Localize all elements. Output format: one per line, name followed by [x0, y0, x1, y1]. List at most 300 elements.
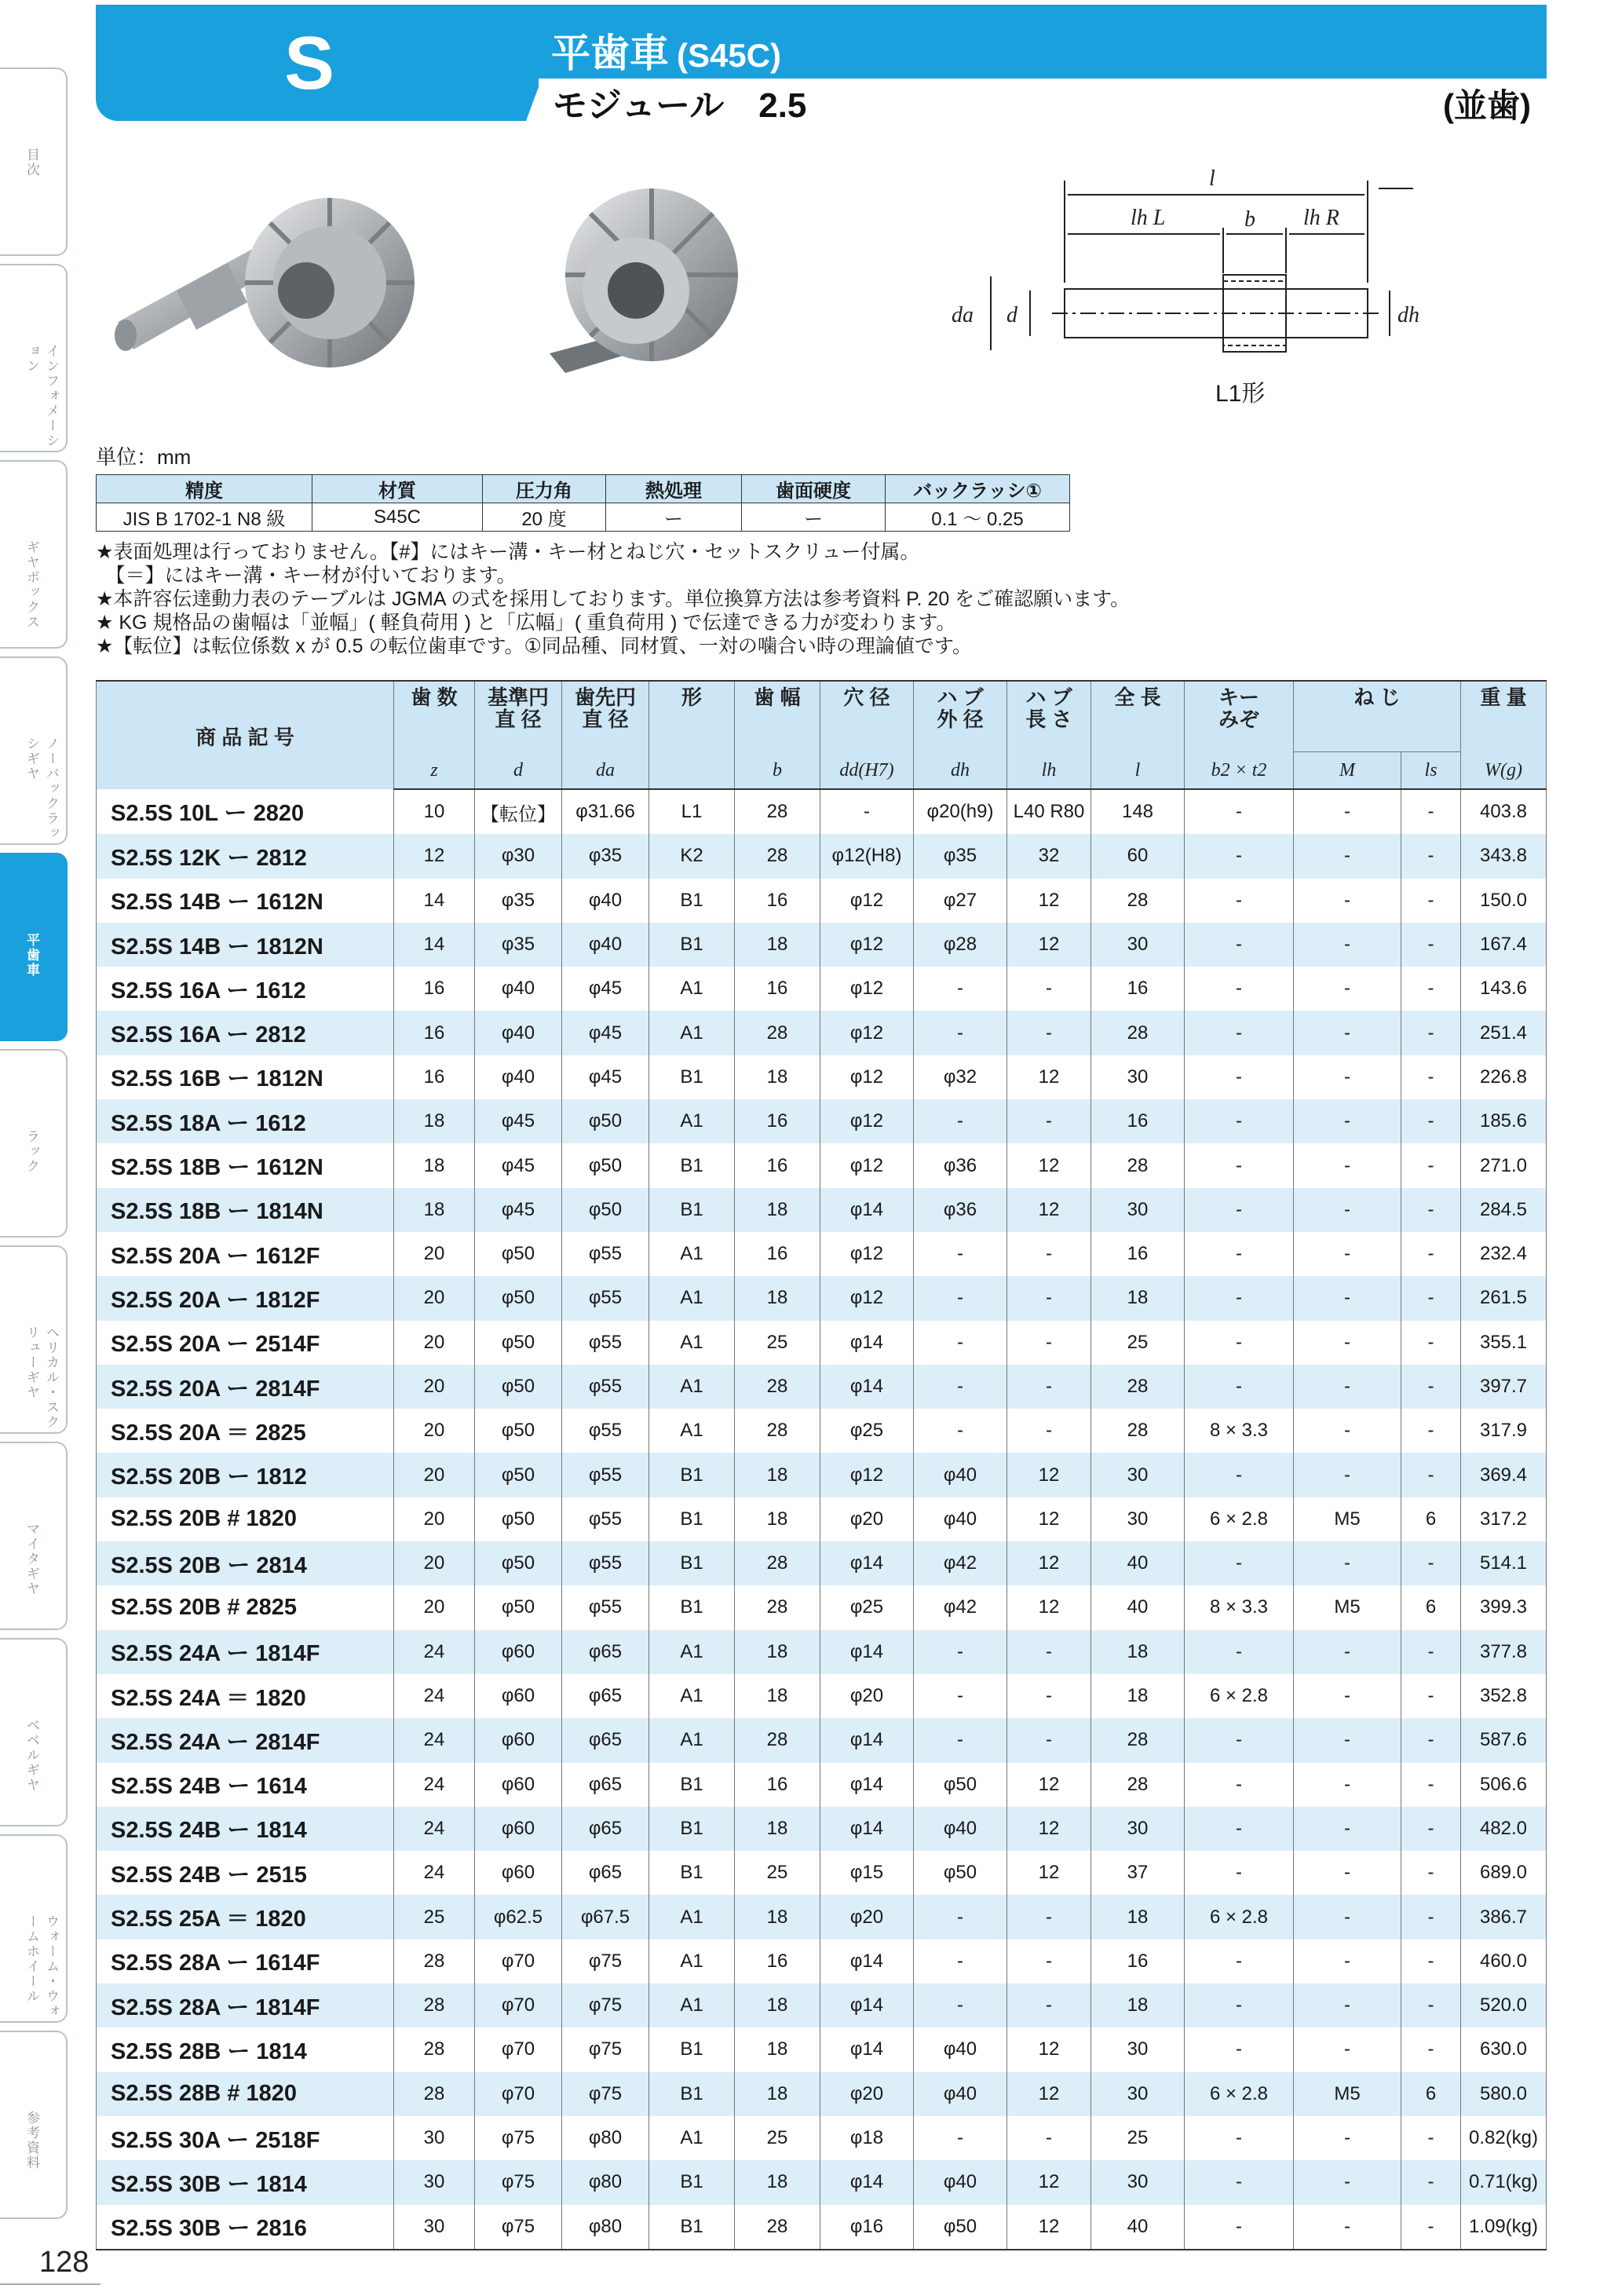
table-cell: 343.8 [1461, 834, 1547, 878]
table-row [97, 1409, 1547, 1453]
page-number: 128 [39, 2246, 90, 2279]
table-cell: 12 [1007, 1188, 1091, 1232]
table-cell: φ50 [475, 1585, 562, 1629]
label-lh-right: lh R [1303, 206, 1339, 230]
table-cell: 18 [735, 1055, 820, 1099]
table-cell: - [1294, 1807, 1401, 1851]
table-cell: - [1401, 789, 1461, 834]
product-code: S2.5S 18B ー 1612N [97, 1143, 394, 1187]
table-cell: φ14 [820, 2027, 914, 2071]
table-cell: 18 [735, 1188, 820, 1232]
table-cell: φ36 [914, 1188, 1007, 1232]
table-cell: - [1401, 1851, 1461, 1895]
table-cell: 30 [1091, 1453, 1185, 1497]
table-cell: M5 [1294, 1585, 1401, 1629]
table-cell: 386.7 [1461, 1895, 1547, 1939]
product-code: S2.5S 28B ー 1814 [97, 2027, 394, 2071]
table-cell: 25 [1091, 1321, 1185, 1365]
table-cell: φ50 [562, 1143, 649, 1187]
table-row [97, 1763, 1547, 1807]
col-code: 商 品 記 号 [97, 681, 394, 789]
table-cell: - [1007, 967, 1091, 1011]
product-code: S2.5S 30A ー 2518F [97, 2116, 394, 2160]
table-cell: φ50 [475, 1497, 562, 1541]
table-cell: 520.0 [1461, 1983, 1547, 2027]
table-row [97, 1541, 1547, 1585]
sidebar-tab-7[interactable] [0, 1442, 68, 1630]
sidebar-tab-label: ウォーム・ウォームホイール [24, 1914, 59, 2019]
sidebar-tab-9[interactable] [0, 1834, 68, 2023]
table-cell: 28 [735, 1011, 820, 1055]
table-cell: φ65 [562, 1763, 649, 1807]
table-cell: 397.7 [1461, 1365, 1547, 1409]
table-cell: - [1294, 1630, 1401, 1674]
table-cell: 20 [394, 1232, 475, 1276]
table-cell: φ75 [562, 1983, 649, 2027]
product-code: S2.5S 24B ー 1614 [97, 1763, 394, 1807]
sidebar-tab-10[interactable] [0, 2031, 68, 2219]
label-b: b [1244, 207, 1255, 232]
table-cell: 12 [1007, 879, 1091, 923]
table-cell: 6 × 2.8 [1185, 1497, 1294, 1541]
table-cell: 28 [735, 1718, 820, 1762]
table-cell: φ40 [475, 1055, 562, 1099]
table-cell: φ50 [475, 1276, 562, 1320]
table-cell: K2 [649, 834, 735, 878]
table-cell: 30 [394, 2205, 475, 2250]
table-cell: 12 [1007, 2160, 1091, 2204]
table-cell: 24 [394, 1630, 475, 1674]
table-cell: 403.8 [1461, 789, 1547, 834]
table-cell: φ50 [914, 1763, 1007, 1807]
table-cell: φ15 [820, 1851, 914, 1895]
product-code: S2.5S 16A ー 1612 [97, 967, 394, 1011]
table-cell: - [1185, 1321, 1294, 1365]
sidebar-tab-label: マイタギヤ [24, 1522, 39, 1596]
table-row [97, 1321, 1547, 1365]
table-cell: - [1185, 1630, 1294, 1674]
table-cell: 18 [735, 1895, 820, 1939]
note-line: ★ KG 規格品の歯幅は「並幅」( 軽負荷用 ) と「広幅」( 重負荷用 ) で伝達できる力が変わります。 [96, 612, 956, 634]
product-code: S2.5S 12K ー 2812 [97, 834, 394, 878]
spec-header: 材質 [312, 475, 483, 503]
table-cell: φ16 [820, 2205, 914, 2250]
table-cell: 18 [735, 2027, 820, 2071]
table-row [97, 1143, 1547, 1187]
table-row [97, 789, 1547, 834]
table-cell: A1 [649, 1983, 735, 2027]
table-cell: - [1401, 1895, 1461, 1939]
table-cell: φ75 [475, 2116, 562, 2160]
table-cell: - [1294, 967, 1401, 1011]
product-code: S2.5S 28B # 1820 [97, 2072, 394, 2116]
sidebar-tab-6[interactable] [0, 1245, 68, 1434]
table-cell: - [1294, 1099, 1401, 1143]
table-cell: - [1401, 1011, 1461, 1055]
table-cell: 317.9 [1461, 1409, 1547, 1453]
table-cell: 284.5 [1461, 1188, 1547, 1232]
table-cell: - [914, 1895, 1007, 1939]
table-cell: 【転位】 [475, 789, 562, 834]
table-cell: A1 [649, 967, 735, 1011]
table-cell: 28 [735, 1585, 820, 1629]
table-cell: φ12 [820, 879, 914, 923]
table-row [97, 1276, 1547, 1320]
table-cell: 16 [735, 1143, 820, 1187]
table-cell: φ50 [475, 1321, 562, 1365]
product-code: S2.5S 20B ー 2814 [97, 1541, 394, 1585]
table-cell: - [1294, 789, 1401, 834]
table-cell: 28 [735, 2205, 820, 2250]
sym-b: b [735, 752, 820, 790]
table-cell: φ55 [562, 1276, 649, 1320]
table-cell: - [914, 1409, 1007, 1453]
product-code: S2.5S 20A ＝ 2825 [97, 1409, 394, 1453]
table-cell: φ14 [820, 1630, 914, 1674]
table-cell: φ60 [475, 1674, 562, 1718]
sidebar-tab-1[interactable] [0, 264, 68, 452]
table-cell: 630.0 [1461, 2027, 1547, 2071]
sidebar-tab-label: ノーバックラッシギヤ [24, 737, 59, 841]
table-cell: - [1294, 1321, 1401, 1365]
table-cell: φ14 [820, 1983, 914, 2027]
table-cell: φ75 [475, 2205, 562, 2250]
table-cell: B1 [649, 1055, 735, 1099]
sidebar-tab-label: ベベルギヤ [24, 1718, 39, 1793]
label-d: d [1006, 303, 1017, 327]
table-cell: - [1401, 1983, 1461, 2027]
table-cell: A1 [649, 1409, 735, 1453]
table-cell: 12 [1007, 1585, 1091, 1629]
table-cell: 377.8 [1461, 1630, 1547, 1674]
table-row [97, 1718, 1547, 1762]
table-cell: - [1294, 1541, 1401, 1585]
product-code: S2.5S 20A ー 2514F [97, 1321, 394, 1365]
table-cell: - [1007, 1940, 1091, 1983]
table-cell: 18 [1091, 1674, 1185, 1718]
table-cell: φ50 [914, 2205, 1007, 2250]
table-row [97, 1630, 1547, 1674]
table-cell: 32 [1007, 834, 1091, 878]
table-cell: - [914, 1099, 1007, 1143]
table-cell: φ62.5 [475, 1895, 562, 1939]
col-screw: ね じ [1294, 681, 1461, 752]
table-cell: 25 [735, 1851, 820, 1895]
table-row [97, 2160, 1547, 2204]
product-code: S2.5S 28A ー 1614F [97, 1940, 394, 1983]
table-cell: - [1007, 1718, 1091, 1762]
table-cell: 20 [394, 1321, 475, 1365]
table-cell: 18 [735, 1453, 820, 1497]
product-code: S2.5S 18B ー 1814N [97, 1188, 394, 1232]
table-cell: φ25 [820, 1409, 914, 1453]
table-cell: - [914, 1232, 1007, 1276]
table-cell: 689.0 [1461, 1851, 1547, 1895]
table-cell: 514.1 [1461, 1541, 1547, 1585]
table-cell: - [1294, 1055, 1401, 1099]
product-code: S2.5S 20A ー 1612F [97, 1232, 394, 1276]
table-cell: 18 [735, 2072, 820, 2116]
spec-header: 圧力角 [483, 475, 606, 503]
product-code: S2.5S 18A ー 1612 [97, 1099, 394, 1143]
table-cell: 30 [1091, 1497, 1185, 1541]
table-cell: - [1401, 2160, 1461, 2204]
table-cell: - [1294, 2027, 1401, 2071]
table-cell: 18 [735, 1983, 820, 2027]
table-cell: - [1294, 1895, 1401, 1939]
module-subtitle: モジュール 2.5 [553, 86, 807, 125]
sym-lh: lh [1007, 752, 1091, 790]
table-cell: - [914, 1630, 1007, 1674]
table-cell: 30 [1091, 2160, 1185, 2204]
table-cell: φ75 [562, 2072, 649, 2116]
table-cell: 8 × 3.3 [1185, 1409, 1294, 1453]
table-cell: φ12 [820, 1055, 914, 1099]
table-cell: 12 [1007, 1541, 1091, 1585]
table-cell: φ14 [820, 1807, 914, 1851]
table-cell: 587.6 [1461, 1718, 1547, 1762]
sidebar-tab-label: 平歯車 [24, 933, 39, 978]
table-row [97, 2205, 1547, 2250]
table-cell: 226.8 [1461, 1055, 1547, 1099]
table-cell: 16 [394, 1055, 475, 1099]
table-row [97, 923, 1547, 967]
table-cell: A1 [649, 1321, 735, 1365]
table-cell: - [1185, 2116, 1294, 2160]
table-cell: A1 [649, 2116, 735, 2160]
sidebar-tab-label: ギヤボックス [24, 540, 39, 630]
table-cell: - [1401, 1365, 1461, 1409]
table-cell: 20 [394, 1276, 475, 1320]
table-cell: 20 [394, 1497, 475, 1541]
table-cell: 6 × 2.8 [1185, 2072, 1294, 2116]
table-cell: - [1294, 1409, 1401, 1453]
table-row [97, 1940, 1547, 1983]
table-cell: 8 × 3.3 [1185, 1585, 1294, 1629]
table-cell: - [1007, 1365, 1091, 1409]
table-cell: - [1401, 1674, 1461, 1718]
table-row [97, 1851, 1547, 1895]
table-cell: B1 [649, 1143, 735, 1187]
table-cell: 18 [735, 923, 820, 967]
table-cell: - [1007, 1983, 1091, 2027]
table-cell: - [1185, 1763, 1294, 1807]
spec-value: S45C [312, 503, 483, 532]
note-line: 【＝】にはキー溝・キー材が付いております。 [96, 565, 517, 587]
table-cell: B1 [649, 2205, 735, 2250]
spec-table [96, 474, 1070, 532]
table-cell: 18 [735, 1630, 820, 1674]
table-cell: - [1007, 1276, 1091, 1320]
table-cell: 28 [1091, 1011, 1185, 1055]
table-cell: - [1007, 1321, 1091, 1365]
sym-ls: ls [1401, 752, 1461, 790]
product-code: S2.5S 24A ＝ 1820 [97, 1674, 394, 1718]
table-cell: - [1007, 1232, 1091, 1276]
table-cell: 20 [394, 1453, 475, 1497]
table-cell: - [1401, 879, 1461, 923]
table-cell: φ14 [820, 1763, 914, 1807]
table-cell: φ55 [562, 1585, 649, 1629]
table-cell: φ55 [562, 1321, 649, 1365]
sidebar-tab-8[interactable] [0, 1638, 68, 1826]
table-cell: B1 [649, 923, 735, 967]
table-cell: φ60 [475, 1718, 562, 1762]
table-row [97, 1188, 1547, 1232]
table-cell: L40 R80 [1007, 789, 1091, 834]
page-rule [0, 2283, 100, 2285]
table-cell: - [1294, 2205, 1401, 2250]
table-cell: 580.0 [1461, 2072, 1547, 2116]
sym-W: W(g) [1461, 752, 1547, 790]
table-cell: 6 × 2.8 [1185, 1895, 1294, 1939]
table-cell: φ50 [562, 1099, 649, 1143]
table-cell: 16 [735, 1940, 820, 1983]
table-row [97, 967, 1547, 1011]
table-cell: φ50 [475, 1453, 562, 1497]
table-cell: φ55 [562, 1365, 649, 1409]
sym-l: l [1091, 752, 1185, 790]
table-cell: - [1007, 1409, 1091, 1453]
table-cell: 12 [1007, 2072, 1091, 2116]
table-cell: φ20(h9) [914, 789, 1007, 834]
table-cell: 30 [1091, 2027, 1185, 2071]
product-code: S2.5S 10L ー 2820 [97, 789, 394, 834]
sym-M: M [1294, 752, 1401, 790]
table-cell: 28 [394, 1940, 475, 1983]
table-cell: 12 [1007, 2205, 1091, 2250]
table-cell: φ20 [820, 2072, 914, 2116]
table-cell: - [914, 1983, 1007, 2027]
table-cell: 148 [1091, 789, 1185, 834]
table-cell: - [1007, 1011, 1091, 1055]
table-cell: 10 [394, 789, 475, 834]
product-code: S2.5S 16A ー 2812 [97, 1011, 394, 1055]
table-cell: 18 [1091, 1983, 1185, 2027]
table-cell: 12 [1007, 1055, 1091, 1099]
table-cell: 16 [1091, 1940, 1185, 1983]
table-cell: φ55 [562, 1497, 649, 1541]
spec-header: 精度 [97, 475, 312, 503]
table-cell: φ32 [914, 1055, 1007, 1099]
table-cell: - [1401, 1055, 1461, 1099]
table-cell: φ40 [475, 1011, 562, 1055]
table-cell: - [914, 2116, 1007, 2160]
table-cell: 12 [1007, 1851, 1091, 1895]
product-code: S2.5S 20B ー 1812 [97, 1453, 394, 1497]
table-cell: - [1294, 2160, 1401, 2204]
sidebar-tab-3[interactable] [0, 656, 68, 845]
header-slant [526, 79, 542, 121]
table-cell: φ14 [820, 1365, 914, 1409]
table-cell: - [1185, 2160, 1294, 2204]
table-cell: 28 [735, 1365, 820, 1409]
table-cell: φ50 [562, 1188, 649, 1232]
sidebar-tab-2[interactable] [0, 460, 68, 649]
label-da: da [952, 303, 974, 327]
table-cell: 0.82(kg) [1461, 2116, 1547, 2160]
table-cell: φ65 [562, 1674, 649, 1718]
table-cell: 12 [1007, 2027, 1091, 2071]
table-cell: - [1294, 1674, 1401, 1718]
table-cell: 16 [394, 967, 475, 1011]
col-weight: 重 量 [1461, 681, 1547, 752]
table-cell: φ45 [475, 1143, 562, 1187]
table-row [97, 2116, 1547, 2160]
table-cell: - [914, 1011, 1007, 1055]
table-cell: B1 [649, 1585, 735, 1629]
table-cell: 30 [1091, 1055, 1185, 1099]
table-cell: φ50 [914, 1851, 1007, 1895]
table-cell: 28 [1091, 1365, 1185, 1409]
table-cell: φ20 [820, 1895, 914, 1939]
table-cell: - [914, 967, 1007, 1011]
table-cell: - [1401, 1807, 1461, 1851]
table-cell: 12 [394, 834, 475, 878]
col-dh: ハ ブ 外 径 [914, 681, 1007, 752]
spec-value: 20 度 [483, 503, 606, 532]
table-cell: M5 [1294, 1497, 1401, 1541]
table-cell: 18 [735, 1807, 820, 1851]
table-cell: - [1185, 1365, 1294, 1409]
sidebar-tab-4[interactable] [0, 853, 68, 1041]
sidebar-tab-label: 参考資料 [24, 2111, 39, 2170]
table-cell: - [1294, 1188, 1401, 1232]
table-cell: φ40 [562, 923, 649, 967]
table-cell: - [1401, 1321, 1461, 1365]
table-row [97, 1099, 1547, 1143]
table-cell: B1 [649, 1541, 735, 1585]
table-cell: 482.0 [1461, 1807, 1547, 1851]
table-cell: φ25 [820, 1585, 914, 1629]
table-cell: - [1185, 1983, 1294, 2027]
product-code: S2.5S 24B ー 2515 [97, 1851, 394, 1895]
table-cell: - [1185, 1807, 1294, 1851]
table-cell: 30 [1091, 2072, 1185, 2116]
table-cell: B1 [649, 1453, 735, 1497]
table-cell: φ40 [914, 1497, 1007, 1541]
table-cell: 28 [1091, 879, 1185, 923]
table-cell: φ20 [820, 1674, 914, 1718]
table-cell: B1 [649, 1807, 735, 1851]
table-cell: 18 [394, 1099, 475, 1143]
sym-key: b2 × t2 [1185, 752, 1294, 790]
product-code: S2.5S 24A ー 2814F [97, 1718, 394, 1762]
table-row [97, 1011, 1547, 1055]
col-key: キー みぞ [1185, 681, 1294, 752]
sym-da: da [562, 752, 649, 790]
sidebar [0, 63, 69, 2170]
table-cell: 25 [394, 1895, 475, 1939]
table-cell: A1 [649, 1276, 735, 1320]
table-cell: 28 [1091, 1143, 1185, 1187]
table-cell: - [1401, 1232, 1461, 1276]
table-cell: 16 [394, 1011, 475, 1055]
table-cell: φ65 [562, 1630, 649, 1674]
table-cell: - [1401, 1541, 1461, 1585]
table-cell: - [914, 1276, 1007, 1320]
sidebar-tab-0[interactable] [0, 68, 68, 256]
col-lh: ハ ブ 長 さ [1007, 681, 1091, 752]
sidebar-tab-5[interactable] [0, 1049, 68, 1238]
table-cell: φ50 [475, 1541, 562, 1585]
table-cell: 6 × 2.8 [1185, 1674, 1294, 1718]
table-cell: 1.09(kg) [1461, 2205, 1547, 2250]
table-cell: φ65 [562, 1851, 649, 1895]
table-cell: 28 [735, 1409, 820, 1453]
table-cell: - [1294, 1365, 1401, 1409]
spec-header: 熱処理 [606, 475, 742, 503]
